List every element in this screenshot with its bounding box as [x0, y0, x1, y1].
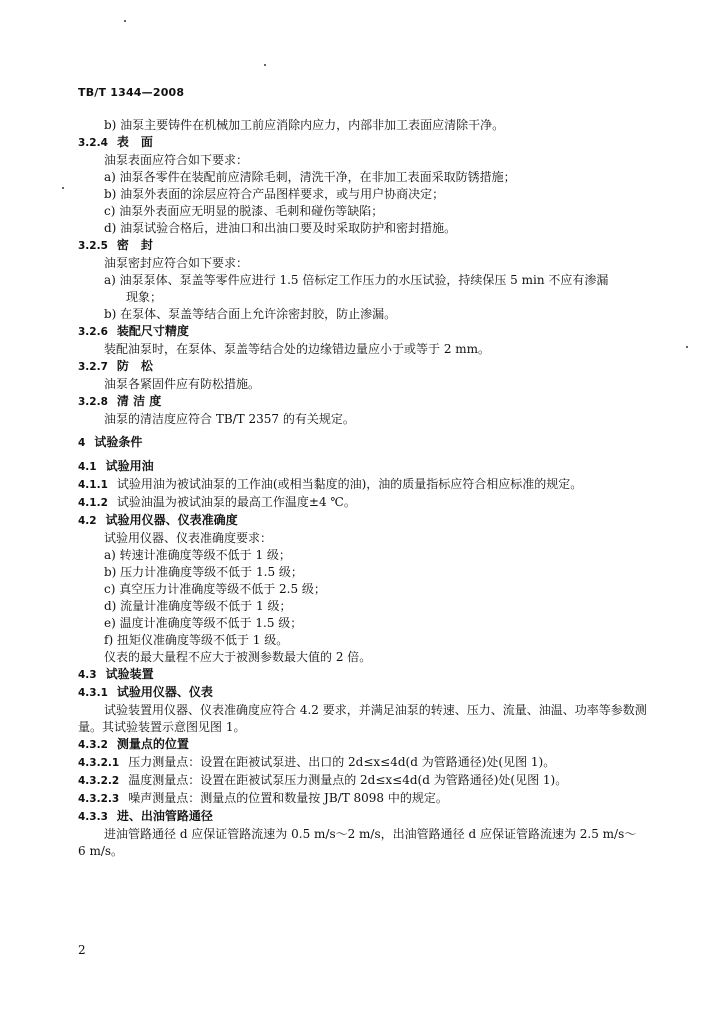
line-text: 油泵密封应符合如下要求： — [104, 256, 249, 270]
line-text: 装配油泵时，在泵体、泵盖等结合处的边缘错边量应小于或等于 2 mm。 — [104, 342, 491, 356]
line-text: 试验用仪器、仪表 — [116, 685, 213, 699]
clause-3-2-7 — [78, 358, 678, 376]
text-line — [78, 702, 678, 719]
text-line — [78, 272, 678, 289]
line-text: 6 m/s。 — [78, 844, 124, 858]
line-text: a) 油泵各零件在装配前应清除毛刺，清洗干净，在非加工表面采取防锈措施； — [104, 170, 516, 184]
scan-speck — [264, 64, 266, 66]
line-text: 试验装置用仪器、仪表准确度应符合 4.2 要求，并满足油泵的转速、压力、流量、油温、功率等参数测 — [104, 703, 647, 717]
clause-number: 4.3.3 — [78, 811, 108, 823]
text-line — [78, 411, 678, 428]
text-line — [78, 220, 678, 237]
line-text: 试验用油为被试油泵的工作油(或相当黏度的油)，油的质量指标应符合相应标准的规定。 — [116, 477, 583, 491]
text-line — [78, 186, 678, 203]
text-line — [78, 306, 678, 323]
document-header: TB/T 1344—2008 — [78, 86, 185, 99]
clause-4-1 — [78, 458, 678, 476]
clause-3-2-4 — [78, 134, 678, 152]
line-text: b) 油泵主要铸件在机械加工前应消除内应力，内部非加工表面应清除干净。 — [104, 118, 505, 132]
clause-4-3-3 — [78, 808, 678, 826]
line-text: 量。其试验装置示意图见图 1。 — [78, 720, 246, 734]
scan-speck — [124, 20, 126, 22]
line-text: 油泵各紧固件应有防松措施。 — [104, 377, 261, 391]
text-line — [78, 547, 678, 564]
clause-number: 4.2 — [78, 515, 97, 527]
clause-number: 4.3.2 — [78, 739, 108, 751]
line-text: 表 面 — [116, 135, 153, 149]
line-text: 试验条件 — [94, 435, 143, 449]
line-text: d) 油泵试验合格后，进油口和出油口要及时采取防护和密封措施。 — [104, 221, 457, 235]
line-text: 温度测量点：设置在距被试泵压力测量点的 2d≤x≤4d(d 为管路通径)处(见图 1)。 — [128, 773, 568, 787]
clause-4-3-1 — [78, 684, 678, 702]
clause-4-1-2 — [78, 494, 678, 512]
clause-number: 3.2.8 — [78, 396, 108, 408]
line-text: a) 油泵泵体、泵盖等零件应进行 1.5 倍标定工作压力的水压试验，持续保压 5 min 不应有渗漏 — [104, 273, 609, 287]
clause-4-1-1 — [78, 476, 678, 494]
line-text: 装配尺寸精度 — [116, 324, 189, 338]
clause-3-2-8 — [78, 393, 678, 411]
line-text: 试验用仪器、仪表准确度 — [105, 513, 238, 527]
line-text: 试验装置 — [105, 667, 154, 681]
clause-number: 4.3.2.3 — [78, 793, 120, 805]
text-line — [78, 615, 678, 632]
line-text: d) 流量计准确度等级不低于 1 级； — [104, 599, 292, 613]
line-text: 清 洁 度 — [116, 394, 162, 408]
clause-3-2-6 — [78, 323, 678, 341]
text-line — [78, 564, 678, 581]
line-text: b) 压力计准确度等级不低于 1.5 级； — [104, 565, 303, 579]
line-text: 密 封 — [116, 238, 153, 252]
clause-4-3-2-1 — [78, 754, 678, 772]
text-line — [78, 719, 678, 736]
clause-number: 4.3 — [78, 669, 97, 681]
line-text: 防 松 — [116, 359, 153, 373]
line-text: 压力测量点：设置在距被试泵进、出口的 2d≤x≤4d(d 为管路通径)处(见图 1)。 — [128, 755, 556, 769]
clause-number: 4.1.1 — [78, 479, 108, 491]
text-line — [78, 826, 678, 843]
text-line — [78, 255, 678, 272]
text-line — [78, 117, 678, 134]
clause-number: 4.1 — [78, 461, 97, 473]
line-text: 噪声测量点：测量点的位置和数量按 JB/T 8098 中的规定。 — [128, 791, 448, 805]
text-line — [78, 169, 678, 186]
clause-number: 3.2.5 — [78, 240, 108, 252]
line-text: 进油管路通径 d 应保证管路流速为 0.5 m/s～2 m/s，出油管路通径 d 应保证管路流速为 2.5 m/s～ — [104, 827, 637, 841]
line-text: b) 油泵外表面的涂层应符合产品图样要求，或与用户协商决定； — [104, 187, 445, 201]
text-line — [78, 376, 678, 393]
text-line — [78, 843, 678, 860]
line-text: 现象； — [126, 290, 163, 304]
text-line — [78, 152, 678, 169]
line-text: 试验油温为被试油泵的最高工作温度±4 ℃。 — [116, 495, 356, 509]
scan-speck — [686, 346, 688, 348]
clause-4-3-2-2 — [78, 772, 678, 790]
text-line — [78, 530, 678, 547]
clause-number: 3.2.7 — [78, 361, 108, 373]
clause-number: 4.3.1 — [78, 687, 108, 699]
line-text: c) 真空压力计准确度等级不低于 2.5 级； — [104, 582, 326, 596]
text-line — [78, 581, 678, 598]
scan-speck — [62, 187, 64, 189]
clause-3-2-5 — [78, 237, 678, 255]
line-text: 试验用仪器、仪表准确度要求： — [104, 531, 273, 545]
clause-number: 4.3.2.1 — [78, 757, 120, 769]
clause-4-3-2-3 — [78, 790, 678, 808]
line-text: 油泵的清洁度应符合 TB/T 2357 的有关规定。 — [104, 412, 355, 426]
clause-number: 3.2.6 — [78, 326, 108, 338]
text-line — [78, 632, 678, 649]
clause-number: 3.2.4 — [78, 137, 108, 149]
clause-number: 4.1.2 — [78, 497, 108, 509]
line-text: e) 温度计准确度等级不低于 1.5 级； — [104, 616, 303, 630]
document-body — [78, 117, 678, 860]
line-text: 试验用油 — [105, 459, 154, 473]
clause-4-3 — [78, 666, 678, 684]
clause-number: 4.3.2.2 — [78, 775, 120, 787]
text-line — [78, 203, 678, 220]
clause-4-2 — [78, 512, 678, 530]
text-line — [78, 598, 678, 615]
line-text: 仪表的最大量程不应大于被测参数最大值的 2 倍。 — [104, 650, 372, 664]
text-line — [78, 341, 678, 358]
clause-number: 4 — [78, 437, 86, 449]
text-line — [78, 649, 678, 666]
line-text: 油泵表面应符合如下要求： — [104, 153, 249, 167]
line-text: 测量点的位置 — [116, 737, 189, 751]
page-number: 2 — [78, 943, 86, 957]
line-text: f) 扭矩仪准确度等级不低于 1 级。 — [104, 633, 289, 647]
text-line — [78, 289, 678, 306]
line-text: c) 油泵外表面应无明显的脱漆、毛刺和碰伤等缺陷； — [104, 204, 384, 218]
clause-4-3-2 — [78, 736, 678, 754]
clause-4 — [78, 434, 678, 452]
line-text: a) 转速计准确度等级不低于 1 级； — [104, 548, 291, 562]
line-text: b) 在泵体、泵盖等结合面上允许涂密封胶，防止渗漏。 — [104, 307, 397, 321]
line-text: 进、出油管路通径 — [116, 809, 213, 823]
